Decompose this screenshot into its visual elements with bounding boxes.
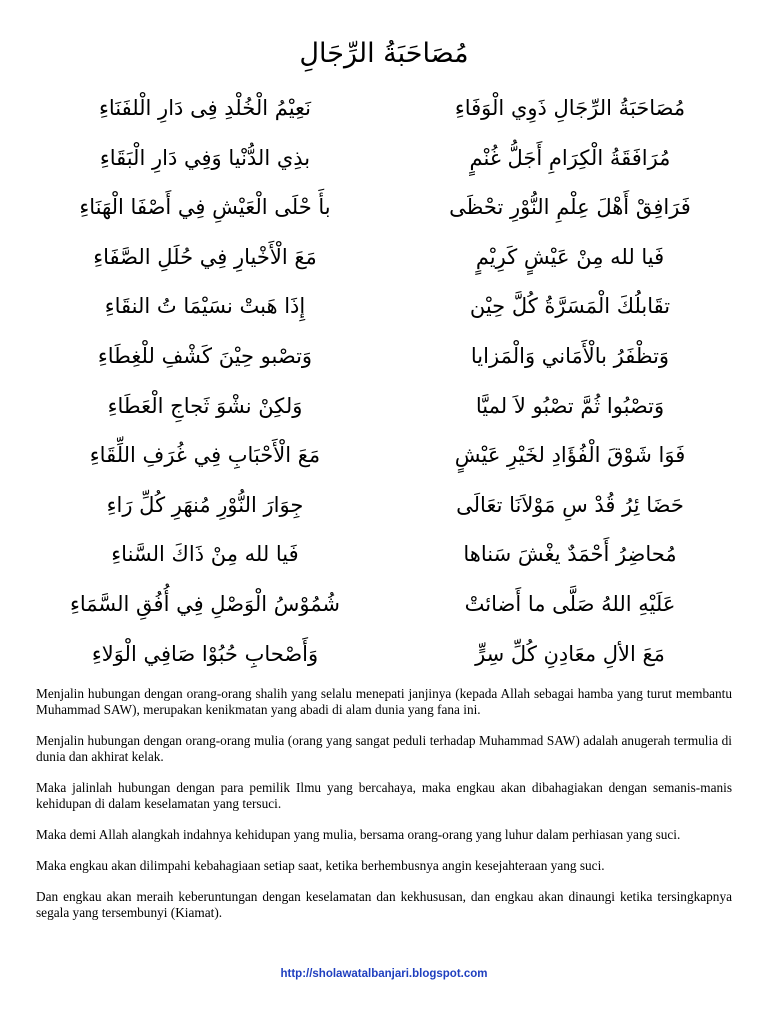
translation-paragraph: Maka demi Allah alangkah indahnya kehidupan yang mulia, bersama orang-orang yang luhur dalam perhiasan yang suci.	[36, 827, 681, 842]
blog-link[interactable]: http://sholawatalbanjari.blogspot.com	[280, 968, 488, 980]
verse-first-hemistich: حَضَا ئِرُ قُدْ سِ مَوْلاَنَا تعَالَى	[456, 492, 684, 517]
verse-second-hemistich: وَتصْبو حِيْنَ كَشْفِ للْغِطَاءِ	[97, 343, 313, 368]
translation-paragraph: Maka engkau akan dilimpahi kebahagiaan setiap saat, ketika berhembusnya angin kesejahteraan yang suci.	[36, 858, 605, 873]
verse-second-hemistich: وَلكِنْ نشْوَ ثَجاجِ الْعَطَاءِ	[107, 393, 303, 418]
verse-first-hemistich: مُحاضِرُ أَحْمَدٌ يغْشَ سَناها	[463, 542, 677, 567]
verse-second-hemistich: إِذَا هَبتْ نسَيْمَا تُ النقَاءِ	[104, 294, 306, 319]
verse-first-hemistich: فَرَافِقْ أَهْلَ عِلْمِ النُّوْرِ تحْظَى	[449, 195, 691, 220]
poem-verses	[0, 84, 768, 679]
verse-row	[0, 630, 768, 680]
verse-row	[0, 530, 768, 580]
verse-second-hemistich: شُمُوْسُ الْوَصْلِ فِي أُفُقِ السَّمَاءِ	[69, 591, 341, 616]
verse-row	[0, 481, 768, 531]
verse-row	[0, 382, 768, 432]
translation-paragraph: Menjalin hubungan dengan orang-orang mulia (orang yang sangat peduli terhadap Muhammad SAW) adalah anugerah termulia di dunia dan akhirat kelak.	[36, 733, 732, 764]
verse-second-hemistich: جِوَارَ النُّوْرِ مُنهَرِ كُلِّ رَاءِ	[106, 492, 304, 517]
verse-second-hemistich: وَأَصْحابِ حُبُوْا صَافِي الْوَلاءِ	[91, 641, 319, 666]
verse-row	[0, 431, 768, 481]
verse-first-hemistich: وَتظْفَرُ بالْأَمَاني وَالْمَزايا	[470, 343, 670, 368]
verse-row	[0, 84, 768, 134]
verse-second-hemistich: بأَ حْلَى الْعَيْشِ فِي أَصْفَا الْهَنَاءِ	[79, 195, 331, 220]
translation-paragraph: Maka jalinlah hubungan dengan para pemilik Ilmu yang bercahaya, maka engkau akan dibahagiakan dengan semanis-manis kehidupan di dalam keselamatan yang tersuci.	[36, 780, 732, 811]
verse-first-hemistich: عَلَيْهِ اللهُ صَلَّى ما أَضائتْ	[464, 591, 676, 616]
verse-row	[0, 282, 768, 332]
verse-first-hemistich: فَيا لله مِنْ عَيْشٍ كَرِيْمٍ	[475, 244, 665, 269]
verse-first-hemistich: مُرَافَقَةُ الْكِرَامِ أَجَلُّ غُنْمٍ	[469, 145, 671, 170]
translation-paragraph: Menjalin hubungan dengan orang-orang shalih yang selalu menepati janjinya (kepada Allah sebagai hamba yang turut membantu Muhammad SAW), merupakan kenikmatan yang abadi di alam dunia yang fana ini.	[36, 686, 732, 717]
verse-second-hemistich: مَعَ الْأَحْبَابِ فِي غُرَفِ اللِّقَاءِ	[89, 443, 321, 468]
verse-row	[0, 233, 768, 283]
verse-first-hemistich: مَعَ الألِ معَادِنِ كُلِّ سِرٍّ	[475, 641, 665, 666]
verse-first-hemistich: فَوَا شَوْقَ الْفُؤَادِ لخَيْرِ عَيْشٍ	[454, 443, 686, 468]
verse-first-hemistich: مُصَاحَبَةُ الرِّجَالِ ذَوِي الْوَفَاءِ	[454, 96, 686, 120]
translation-paragraph: Dan engkau akan meraih keberuntungan dengan keselamatan dan kekhususan, dan engkau akan dinaungi ketika tersingkapnya segala yang tersembunyi (Kiamat).	[36, 889, 732, 920]
translation-section	[36, 686, 732, 936]
verse-second-hemistich: فَيا لله مِنْ ذَاكَ السَّناءِ	[111, 542, 299, 567]
verse-row	[0, 134, 768, 184]
verse-row	[0, 183, 768, 233]
verse-row	[0, 580, 768, 630]
verse-second-hemistich: نَعِيْمُ الْخُلْدِ فِى دَارِ الْلفَنَاءِ	[98, 96, 312, 120]
verse-second-hemistich: مَعَ الْأَخْيارِ فِي حُلَلِ الصَّفَاءِ	[93, 244, 317, 269]
verse-row	[0, 332, 768, 382]
verse-first-hemistich: وَتصْبُوا ثُمَّ تصْبُو لاَ لميَّا	[475, 393, 665, 418]
verse-second-hemistich: بذِي الدُّنْيا وَفِي دَارِ الْبَقَاءِ	[99, 145, 311, 170]
verse-first-hemistich: تقَابلُكَ الْمَسَرَّةُ كُلَّ حِيْن	[469, 294, 671, 319]
poem-title: مُصَاحَبَةُ الرِّجَالِ	[299, 38, 469, 69]
